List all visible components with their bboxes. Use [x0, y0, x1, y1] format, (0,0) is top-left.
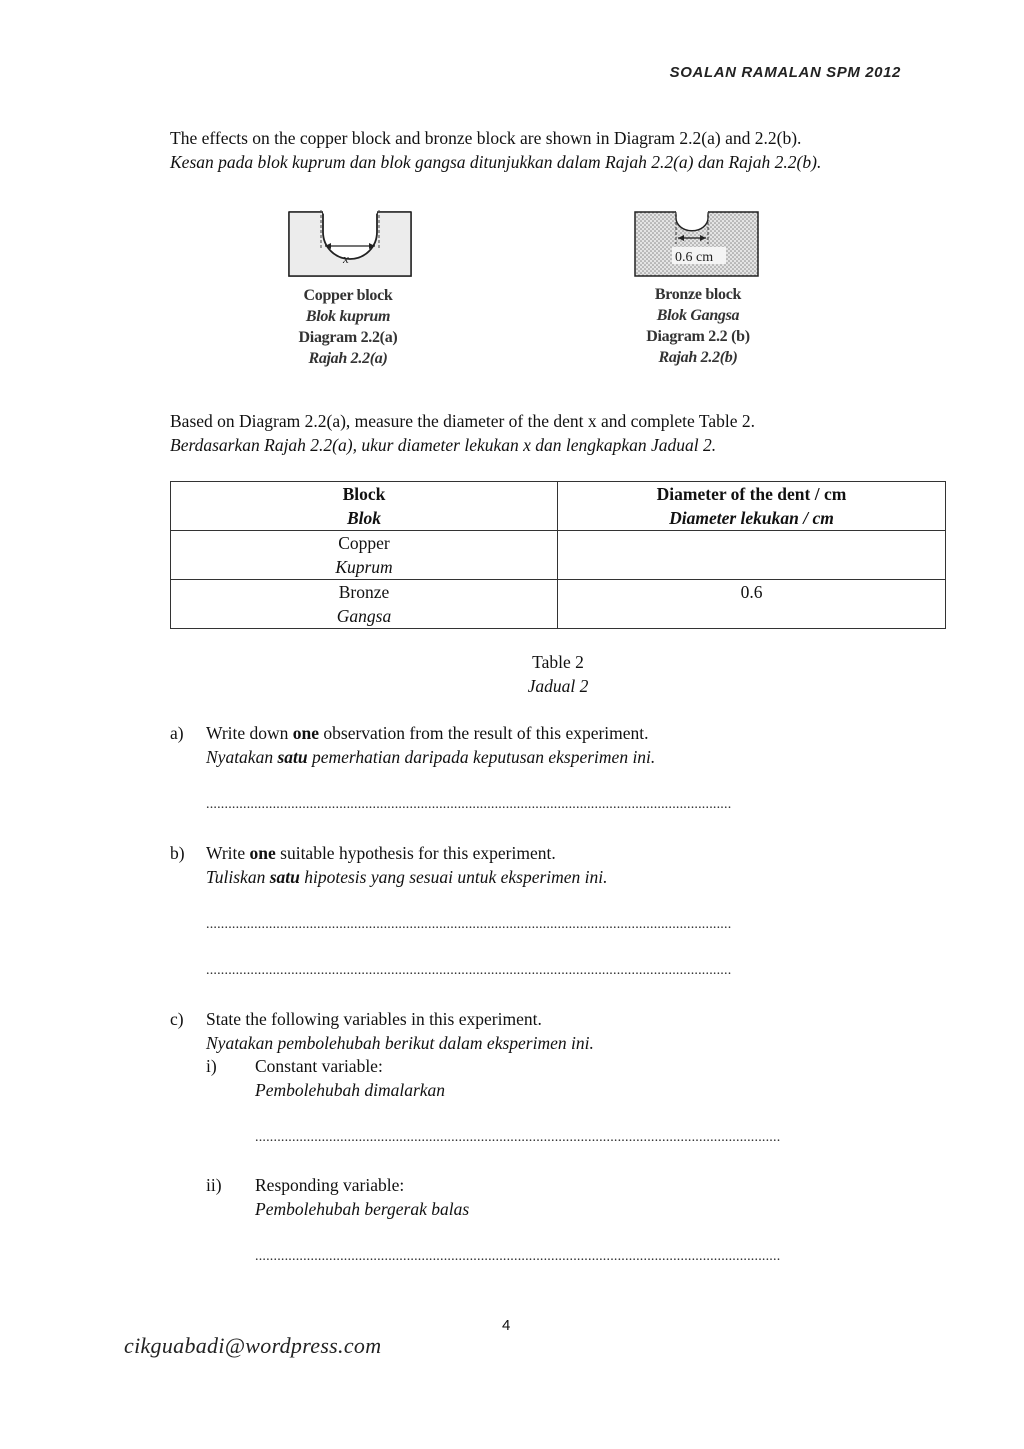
cell-diameter-input[interactable] [558, 531, 946, 580]
intro-en: The effects on the copper block and bronze block are shown in Diagram 2.2(a) and 2.2(b). [170, 128, 802, 148]
bronze-dim-label: 0.6 cm [675, 250, 714, 265]
copper-block-diagram [288, 210, 412, 278]
text: hipotesis yang sesuai untuk eksperimen ini. [299, 867, 608, 887]
cell-block [171, 531, 558, 580]
text: suitable hypothesis for this experiment. [275, 843, 556, 863]
question-b-ms [206, 865, 608, 889]
table-caption-ms: Jadual 2 [527, 676, 589, 696]
header-en: Diameter of the dent / cm [656, 484, 847, 504]
answer-line-c-i[interactable]: .............................................................................................................................................. [255, 1130, 781, 1145]
instruction-ms: Berdasarkan Rajah 2.2(a), ukur diameter lekukan x dan lengkapkan Jadual 2. [170, 435, 717, 455]
table-header-row [171, 482, 946, 531]
cell-block [171, 580, 558, 629]
block-en: Copper [338, 533, 390, 553]
block-en: Bronze [338, 582, 390, 602]
caption-line: Rajah 2.2(b) [658, 349, 738, 366]
footer-watermark: cikguabadi@wordpress.com [124, 1333, 382, 1358]
caption-line: Blok Gangsa [656, 307, 740, 324]
constant-variable-en: Constant variable: [255, 1056, 383, 1076]
question-a-label: a) [170, 723, 184, 743]
block-ms: Kuprum [335, 557, 393, 577]
answer-line-a[interactable]: .............................................................................................................................................. [206, 797, 732, 812]
caption-line: Blok kuprum [305, 308, 391, 325]
text: pemerhatian daripada keputusan eksperimen ini. [307, 747, 656, 767]
sub-i-label: i) [206, 1056, 217, 1076]
cell-diameter: 0.6 [558, 580, 946, 629]
sub-ii-label: ii) [206, 1175, 222, 1195]
text: Tuliskan [206, 867, 270, 887]
question-a-en [206, 721, 649, 745]
intro-ms: Kesan pada blok kuprum dan blok gangsa ditunjukkan dalam Rajah 2.2(a) dan Rajah 2.2(b). [170, 152, 822, 172]
caption-line: Diagram 2.2(a) [298, 329, 398, 346]
caption-line: Rajah 2.2(a) [308, 350, 388, 367]
copper-caption [268, 285, 428, 369]
answer-line-b1[interactable]: .............................................................................................................................................. [206, 917, 732, 932]
results-table [170, 481, 946, 629]
question-b-en [206, 841, 556, 865]
question-b-label: b) [170, 843, 185, 863]
emphasis: satu [277, 747, 308, 767]
answer-line-b2[interactable]: .............................................................................................................................................. [206, 963, 732, 978]
table-row [171, 531, 946, 580]
header-diameter [558, 482, 946, 531]
question-c-label: c) [170, 1009, 184, 1029]
header-en: Block [342, 484, 386, 504]
dent-x-label: x [343, 251, 349, 266]
text: observation from the result of this experiment. [319, 723, 649, 743]
bronze-caption [618, 284, 778, 368]
question-c-ms: Nyatakan pembolehubah berikut dalam eksperimen ini. [206, 1033, 594, 1053]
table-row [171, 580, 946, 629]
emphasis: satu [269, 867, 300, 887]
emphasis: one [249, 843, 276, 863]
instruction-en: Based on Diagram 2.2(a), measure the diameter of the dent x and complete Table 2. [170, 411, 755, 431]
responding-variable-ms: Pembolehubah bergerak balas [255, 1199, 470, 1219]
constant-variable-ms: Pembolehubah dimalarkan [255, 1080, 446, 1100]
caption-line: Copper block [303, 287, 393, 304]
page-number: 4 [502, 1317, 511, 1334]
block-ms: Gangsa [336, 606, 392, 626]
text: Write [206, 843, 250, 863]
header-block [171, 482, 558, 531]
question-a-ms [206, 745, 655, 769]
question-c-en: State the following variables in this experiment. [206, 1009, 542, 1029]
answer-line-c-ii[interactable]: .............................................................................................................................................. [255, 1249, 781, 1264]
caption-line: Diagram 2.2 (b) [646, 328, 750, 345]
page-header: SOALAN RAMALAN SPM 2012 [669, 64, 901, 81]
emphasis: one [292, 723, 320, 743]
table-caption-en: Table 2 [532, 652, 584, 672]
header-ms: Blok [346, 508, 382, 528]
text: Nyatakan [206, 747, 278, 767]
bronze-block-diagram [634, 210, 760, 278]
text: Write down [206, 723, 293, 743]
caption-line: Bronze block [654, 286, 742, 303]
header-ms: Diameter lekukan / cm [669, 508, 834, 528]
responding-variable-en: Responding variable: [255, 1175, 405, 1195]
